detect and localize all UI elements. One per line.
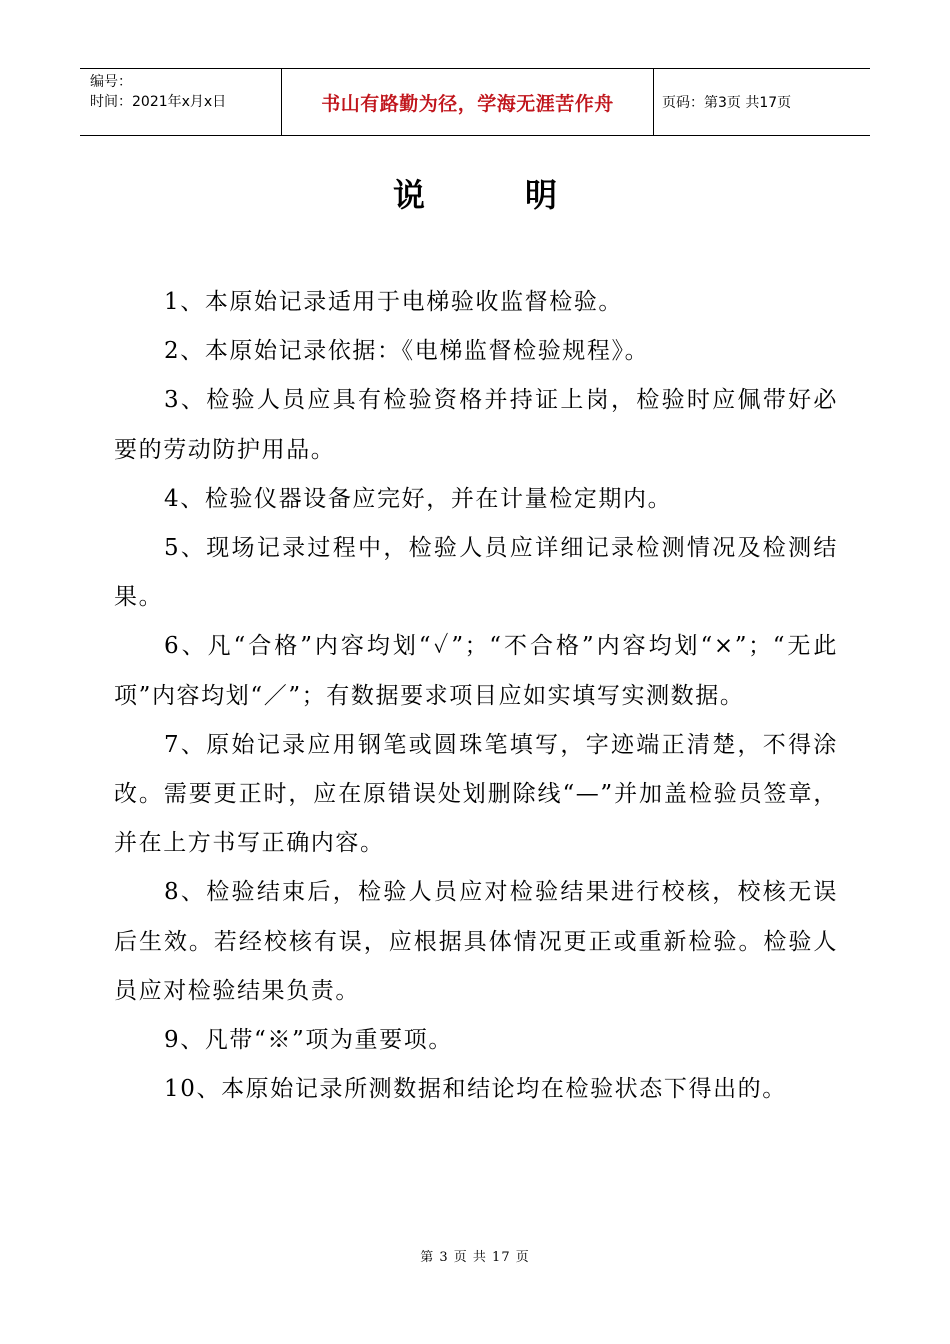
title-char-2: 明 bbox=[525, 176, 558, 214]
page-title bbox=[0, 170, 950, 216]
instructions-body bbox=[114, 278, 838, 1114]
instruction-item: 10、本原始记录所测数据和结论均在检验状态下得出的。 bbox=[164, 1076, 787, 1103]
header-meta bbox=[80, 69, 282, 135]
document-number-label: 编号： bbox=[90, 74, 132, 90]
instruction-item: 2、本原始记录依据：《电梯监督检验规程》。 bbox=[164, 338, 650, 365]
page-header bbox=[80, 68, 870, 136]
instruction-item: 9、凡带“※”项为重要项。 bbox=[164, 1027, 453, 1054]
header-motto: 书山有路勤为径，学海无涯苦作舟 bbox=[282, 69, 654, 135]
title-char-1: 说 bbox=[392, 176, 425, 214]
instruction-item: 4、检验仪器设备应完好，并在计量检定期内。 bbox=[164, 485, 673, 512]
instruction-item: 1、本原始记录适用于电梯验收监督检验。 bbox=[164, 289, 624, 315]
document-date: 时间：2021年x月x日 bbox=[90, 94, 227, 110]
header-page-info: 页码：第3页 共17页 bbox=[662, 95, 792, 111]
instruction-item: 6、凡“合格”内容均划“✓”；“不合格”内容均划“×”；“无此项”内容均划“／”；有数据要求项目应如实填写实测数据。 bbox=[114, 633, 838, 709]
instruction-item: 5、现场记录过程中，检验人员应详细记录检测情况及检测结果。 bbox=[114, 535, 838, 611]
instruction-item: 3、检验人员应具有检验资格并持证上岗，检验时应佩带好必要的劳动防护用品。 bbox=[114, 387, 838, 463]
instruction-item: 8、检验结束后，检验人员应对检验结果进行校核，校核无误后生效。若经校核有误，应根据具体情况更正或重新检验。检验人员应对检验结果负责。 bbox=[114, 879, 838, 1004]
instruction-item: 7、原始记录应用钢笔或圆珠笔填写，字迹端正清楚，不得涂改。需要更正时，应在原错误处划删除线“—”并加盖检验员签章，并在上方书写正确内容。 bbox=[114, 731, 838, 857]
page-footer: 第 3 页 共 17 页 bbox=[420, 1250, 530, 1265]
